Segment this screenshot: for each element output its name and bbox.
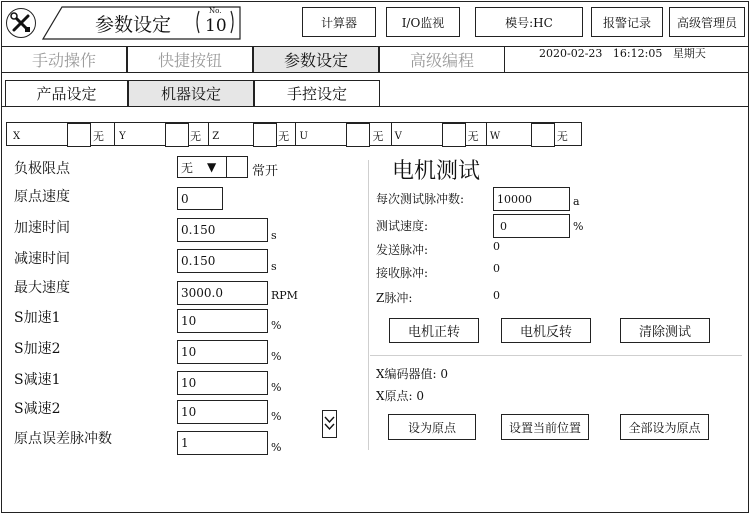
neg-limit-option: 常开 [252, 164, 279, 179]
origin-label: X原点: [376, 389, 413, 403]
s-decel2-unit: % [271, 410, 282, 423]
test-speed-unit: % [573, 220, 584, 233]
scroll-down-button[interactable] [322, 410, 337, 438]
clear-test-button[interactable]: 清除测试 [620, 318, 710, 343]
subtab-product[interactable]: 产品设定 [5, 80, 128, 107]
tab-shortcut[interactable]: 快捷按钮 [127, 46, 253, 73]
axis-name: X [13, 131, 21, 142]
set-all-origin-button[interactable]: 全部设为原点 [620, 414, 709, 440]
neg-limit-box[interactable] [226, 156, 248, 178]
s-accel2-unit: % [271, 350, 282, 363]
origin-value: 0 [416, 389, 425, 403]
horizontal-divider [370, 355, 742, 356]
s-accel2-label: S加速2 [14, 341, 61, 357]
z-pulse-value: 0 [493, 289, 500, 302]
axis-value: 无 [190, 130, 202, 143]
test-speed-label: 测试速度: [376, 219, 429, 233]
motor-reverse-button[interactable]: 电机反转 [501, 318, 591, 343]
axis-toggle-box[interactable] [346, 123, 370, 147]
origin-readout [376, 387, 424, 404]
tab-parameters[interactable]: 参数设定 [253, 46, 379, 73]
axis-cell-w [487, 123, 581, 145]
axis-name: U [299, 131, 308, 142]
time-text: 16:12:05 [612, 47, 663, 60]
axis-strip [6, 122, 582, 146]
s-decel2-input[interactable]: 10 [177, 400, 268, 424]
motor-test-title: 电机测试 [392, 159, 481, 184]
neg-limit-label: 负极限点 [14, 161, 70, 177]
s-accel2-input[interactable]: 10 [177, 340, 268, 364]
decel-time-label: 减速时间 [14, 251, 70, 267]
axis-toggle-box[interactable] [165, 123, 189, 147]
encoder-label: X编码器值: [376, 367, 437, 381]
axis-cell-z [209, 123, 296, 145]
encoder-value: 0 [440, 367, 449, 381]
origin-error-unit: % [271, 441, 282, 454]
axis-name: W [489, 131, 501, 142]
badge-number: 10 [205, 16, 227, 36]
page-title: 参数设定 [95, 14, 172, 36]
axis-cell-x [7, 123, 115, 145]
s-accel1-unit: % [271, 319, 282, 332]
axis-toggle-box[interactable] [253, 123, 277, 147]
axis-toggle-box[interactable] [531, 123, 555, 147]
decel-time-unit: s [271, 260, 277, 273]
test-pulses-unit: a [573, 195, 580, 208]
decel-time-input[interactable]: 0.150 [177, 249, 268, 273]
subtab-machine[interactable]: 机器设定 [128, 80, 254, 107]
origin-error-label: 原点误差脉冲数 [14, 431, 112, 447]
z-pulse-label: Z脉冲: [376, 291, 413, 305]
mold-number-button[interactable]: 模号:HC [475, 7, 583, 37]
axis-name: Y [119, 131, 126, 142]
badge-small-text: No. [209, 7, 222, 15]
axis-value: 无 [93, 130, 104, 143]
axis-value: 无 [278, 130, 290, 143]
sent-pulses-value: 0 [493, 240, 500, 253]
origin-speed-input[interactable]: 0 [177, 187, 223, 210]
max-speed-unit: RPM [271, 289, 298, 302]
weekday-text: 星期天 [672, 47, 706, 60]
max-speed-label: 最大速度 [14, 280, 70, 296]
s-decel1-input[interactable]: 10 [177, 371, 268, 395]
sent-pulses-label: 发送脉冲: [376, 243, 429, 257]
axis-cell-y [115, 123, 209, 145]
s-decel1-label: S减速1 [14, 372, 61, 388]
motor-forward-button[interactable]: 电机正转 [389, 318, 479, 343]
admin-button[interactable]: 高级管理员 [669, 7, 745, 37]
max-speed-input[interactable]: 3000.0 [177, 281, 268, 305]
origin-speed-label: 原点速度 [14, 189, 70, 205]
alarm-log-button[interactable]: 报警记录 [591, 7, 663, 37]
calculator-button[interactable]: 计算器 [302, 7, 376, 37]
accel-time-label: 加速时间 [14, 220, 70, 236]
axis-cell-v [392, 123, 487, 145]
test-speed-input[interactable]: 0 [493, 214, 570, 238]
axis-name: Z [212, 131, 220, 142]
recv-pulses-label: 接收脉冲: [376, 266, 429, 280]
axis-cell-u [296, 123, 391, 145]
axis-toggle-box[interactable] [67, 123, 91, 147]
test-pulses-input[interactable]: 10000 [493, 187, 570, 211]
subtab-manual-control[interactable]: 手控设定 [254, 80, 380, 107]
tools-icon[interactable] [6, 8, 36, 38]
io-monitor-button[interactable]: I/O监视 [386, 7, 460, 37]
accel-time-input[interactable]: 0.150 [177, 218, 268, 242]
neg-limit-select[interactable] [177, 156, 227, 178]
program-number-badge [193, 5, 237, 39]
double-chevron-down-icon [323, 411, 336, 437]
s-accel1-input[interactable]: 10 [177, 309, 268, 333]
axis-toggle-box[interactable] [442, 123, 466, 147]
axis-value: 无 [372, 130, 384, 143]
set-current-position-button[interactable]: 设置当前位置 [501, 414, 589, 440]
s-decel2-label: S减速2 [14, 401, 61, 417]
s-accel1-label: S加速1 [14, 310, 61, 326]
set-origin-button[interactable]: 设为原点 [388, 414, 476, 440]
neg-limit-value: 无 [181, 160, 194, 175]
encoder-readout [376, 365, 448, 382]
date-text: 2020-02-23 [539, 47, 603, 60]
vertical-divider [368, 160, 369, 450]
dropdown-arrow-icon: ▼ [207, 160, 217, 174]
axis-name: V [394, 131, 402, 142]
recv-pulses-value: 0 [493, 262, 500, 275]
accel-time-unit: s [271, 229, 277, 242]
s-decel1-unit: % [271, 381, 282, 394]
tab-advanced-programming[interactable]: 高级编程 [379, 46, 505, 73]
datetime [539, 45, 706, 61]
tab-manual[interactable]: 手动操作 [1, 46, 127, 73]
origin-error-input[interactable]: 1 [177, 431, 268, 455]
axis-value: 无 [467, 130, 479, 143]
axis-value: 无 [556, 130, 568, 143]
test-pulses-label: 每次测试脉冲数: [376, 192, 465, 206]
